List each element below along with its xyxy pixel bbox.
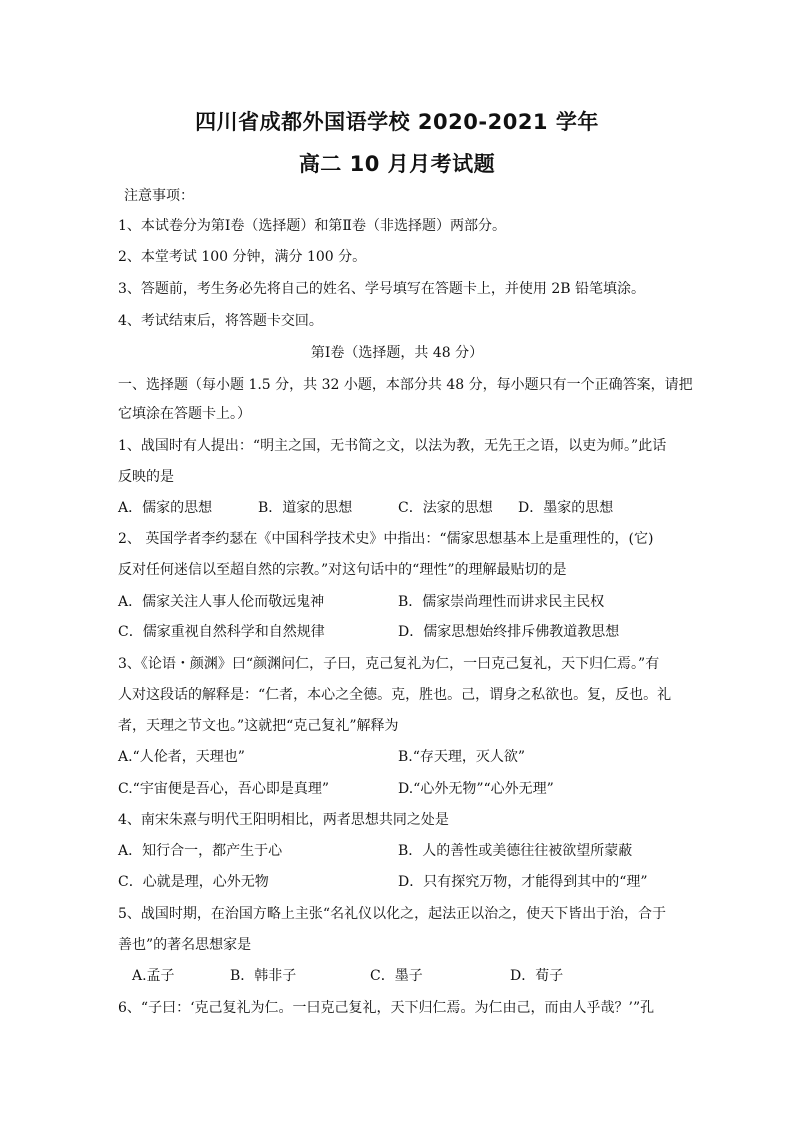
notice-item: 3、答题前，考生务必先将自己的姓名、学号填写在答题卡上，并使用 2B 铅笔填涂。 <box>118 281 646 297</box>
question-3-stem: 者，天理之节文也。”这就把“克己复礼”解释为 <box>118 718 399 734</box>
option-a: A.孟子 <box>132 968 175 984</box>
question-6-stem: 6、“子曰：‘克己复礼为仁。一曰克己复礼，天下归仁焉。为仁由己，而由人乎哉？’”孔 <box>118 1000 655 1016</box>
option-a: A.“人伦者，天理也” <box>118 749 245 765</box>
option-d: D．儒家思想始终排斥佛教道教思想 <box>398 624 620 640</box>
section-title: 第Ⅰ卷（选择题，共 48 分） <box>310 345 484 361</box>
option-b: B．韩非子 <box>230 968 297 984</box>
option-d: D．只有探究万物，才能得到其中的“理” <box>398 874 648 890</box>
question-3-stem: 人对这段话的解释是：“仁者，本心之全德。克，胜也。己，谓身之私欲也。复，反也。礼 <box>118 687 672 703</box>
option-b: B．人的善性或美德往往被欲望所蒙蔽 <box>398 843 633 859</box>
option-c: C．儒家重视自然科学和自然规律 <box>118 624 325 640</box>
question-5-stem: 5、战国时期，在治国方略上主张“名礼仪以化之，起法正以治之，使天下皆出于治，合于 <box>118 906 667 922</box>
option-b: B．儒家崇尚理性而讲求民主民权 <box>398 594 605 610</box>
notice-item: 2、本堂考试 100 分钟，满分 100 分。 <box>118 249 367 265</box>
exam-title: 四川省成都外国语学校 2020-2021 学年 <box>195 110 599 134</box>
option-a: A．儒家关注人事人伦而敬远鬼神 <box>118 594 325 610</box>
option-d: D.“心外无物”“心外无理” <box>398 781 554 797</box>
question-4-stem: 4、南宋朱熹与明代王阳明相比，两者思想共同之处是 <box>118 812 449 828</box>
option-c: C．心就是理，心外无物 <box>118 874 269 890</box>
notice-item: 1、本试卷分为第Ⅰ卷（选择题）和第Ⅱ卷（非选择题）两部分。 <box>118 218 506 234</box>
question-5-stem: 善也”的著名思想家是 <box>118 937 252 953</box>
option-c: C．法家的思想 <box>398 500 493 516</box>
section-intro: 一、选择题（每小题 1.5 分，共 32 小题，本部分共 48 分，每小题只有一个正确答案，请把 <box>118 377 693 393</box>
notice-item: 4、考试结束后，将答题卡交回。 <box>118 313 323 329</box>
option-c: C.“宇宙便是吾心，吾心即是真理” <box>118 781 329 797</box>
option-c: C．墨子 <box>370 968 423 984</box>
question-2-stem: 2、 英国学者李约瑟在《中国科学技术史》中指出：“儒家思想基本上是重理性的，(它) <box>118 531 654 547</box>
notice-heading: 注意事项： <box>124 188 194 204</box>
exam-subtitle: 高二 10 月月考试题 <box>298 152 496 176</box>
question-1-stem: 反映的是 <box>118 469 174 485</box>
question-1-stem: 1、战国时有人提出：“明主之国，无书简之文，以法为教，无先王之语，以吏为师。”此话 <box>118 438 667 454</box>
question-3-stem: 3、《论语・颜渊》曰“颜渊问仁，子曰，克己复礼为仁，一曰克己复礼，天下归仁焉。”有 <box>118 656 660 672</box>
section-intro: 它填涂在答题卡上。） <box>118 406 251 422</box>
option-a: A．知行合一，都产生于心 <box>118 843 283 859</box>
option-a: A．儒家的思想 <box>118 500 213 516</box>
option-d: D．墨家的思想 <box>518 500 614 516</box>
option-b: B．道家的思想 <box>258 500 353 516</box>
option-d: D．荀子 <box>510 968 564 984</box>
question-2-stem: 反对任何迷信以至超自然的宗教。”对这句话中的“理性”的理解最贴切的是 <box>118 562 567 578</box>
option-b: B.“存天理，灭人欲” <box>398 749 526 765</box>
